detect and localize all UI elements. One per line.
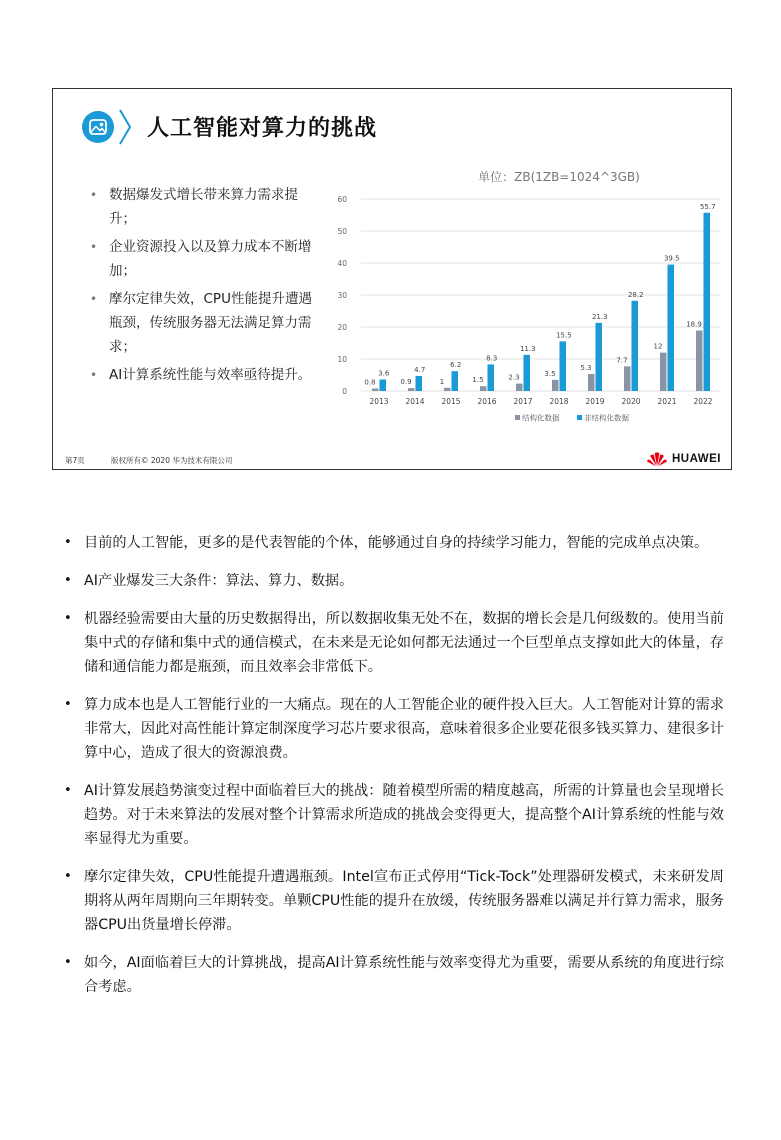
data-label: 3.6 xyxy=(378,369,390,378)
bar xyxy=(516,384,523,391)
data-label: 21.3 xyxy=(591,312,608,321)
data-label: 1 xyxy=(439,377,445,386)
bar xyxy=(624,366,631,391)
bar xyxy=(552,380,559,391)
x-tick-label: 2018 xyxy=(549,397,569,406)
slide-bullet: • AI计算系统性能与效率亟待提升。 xyxy=(83,363,319,387)
note-item: • 算力成本也是人工智能行业的一大痛点。现在的人工智能企业的硬件投入巨大。人工智能对计算的需求非常大，因此对高性能计算定制深度学习芯片要求很高，意味着很多企业要花很多钱买算力、建很多计算中心，造成了很大的资源浪费。 xyxy=(60,693,724,765)
bar xyxy=(660,353,667,391)
x-tick-label: 2020 xyxy=(621,397,641,406)
note-item: • AI计算发展趋势演变过程中面临着巨大的挑战：随着模型所需的精度越高，所需的计算量也会呈现增长趋势。对于未来算法的发展对整个计算需求所造成的挑战会变得更大，提高整个AI计算系统的性能与效率显得尤为重要。 xyxy=(60,779,724,851)
bar xyxy=(632,301,639,391)
data-label: 39.5 xyxy=(663,254,680,263)
data-label: 28.2 xyxy=(627,290,644,299)
x-tick-label: 2019 xyxy=(585,397,605,406)
data-label: 5.3 xyxy=(580,364,592,373)
x-tick-label: 2015 xyxy=(441,397,461,406)
slide xyxy=(52,88,732,470)
slide-bullet: • 数据爆发式增长带来算力需求提升； xyxy=(83,183,319,231)
bar xyxy=(704,213,711,391)
bar xyxy=(372,388,379,391)
bar xyxy=(408,388,415,391)
slide-bullets xyxy=(83,183,319,391)
slide-bullet: • 摩尔定律失效，CPU性能提升遭遇瓶颈，传统服务器无法满足算力需求； xyxy=(83,287,319,359)
legend-swatch xyxy=(577,415,582,420)
legend-swatch xyxy=(515,415,520,420)
data-label: 3.5 xyxy=(544,369,556,378)
bar xyxy=(480,386,487,391)
bar-chart xyxy=(325,165,725,433)
data-label: 2.3 xyxy=(508,373,520,382)
data-label: 8.3 xyxy=(486,354,498,363)
bar xyxy=(560,341,567,391)
data-label: 7.7 xyxy=(616,356,628,365)
logo-text: HUAWEI xyxy=(672,453,721,465)
data-label: 0.9 xyxy=(400,378,412,387)
y-tick-label: 10 xyxy=(337,355,347,364)
note-item: • 机器经验需要由大量的历史数据得出，所以数据收集无处不在，数据的增长会是几何级数的。使用当前集中式的存储和集中式的通信模式，在未来是无论如何都无法通过一个巨型单点支撑如此大的体量，存储和通信能力都是瓶颈，而且效率会非常低下。 xyxy=(60,607,724,679)
bar xyxy=(416,376,423,391)
y-tick-label: 40 xyxy=(337,259,347,268)
bar xyxy=(524,355,531,391)
legend-label: 结构化数据 xyxy=(522,413,560,423)
notes-list xyxy=(60,531,724,1013)
x-tick-label: 2016 xyxy=(477,397,497,406)
page-number: 第7页 xyxy=(65,456,85,465)
bar xyxy=(488,364,495,391)
data-label: 15.5 xyxy=(555,331,572,340)
note-item: • 如今，AI面临着巨大的计算挑战，提高AI计算系统性能与效率变得尤为重要，需要从系统的角度进行综合考虑。 xyxy=(60,951,724,999)
data-label: 55.7 xyxy=(699,202,716,211)
x-tick-label: 2014 xyxy=(405,397,425,406)
y-tick-label: 50 xyxy=(337,227,347,236)
data-label: 12 xyxy=(653,342,663,351)
legend-label: 非结构化数据 xyxy=(584,413,629,423)
data-label: 11.3 xyxy=(519,344,536,353)
y-tick-label: 0 xyxy=(342,387,347,396)
bar xyxy=(668,265,675,391)
bar xyxy=(444,388,451,391)
x-tick-label: 2017 xyxy=(513,397,533,406)
note-item: • 摩尔定律失效，CPU性能提升遭遇瓶颈。Intel宣布正式停用“Tick-Tock”处理器研发模式，未来研发周期将从两年周期向三年期转变。单颗CPU性能的提升在放缓，传统服务器难以满足并行算力需求，服务器CPU出货量增长停滞。 xyxy=(60,865,724,937)
chevron-right-icon xyxy=(117,107,133,147)
data-label: 6.2 xyxy=(450,361,462,370)
note-item: • 目前的人工智能，更多的是代表智能的个体，能够通过自身的持续学习能力，智能的完成单点决策。 xyxy=(60,531,724,555)
note-item: • AI产业爆发三大条件：算法、算力、数据。 xyxy=(60,569,724,593)
bar xyxy=(452,371,459,391)
data-label: 4.7 xyxy=(414,365,426,374)
data-label: 1.5 xyxy=(472,376,484,385)
copyright: 版权所有© 2020 华为技术有限公司 xyxy=(111,456,233,465)
data-label: 0.8 xyxy=(364,378,376,387)
x-tick-label: 2022 xyxy=(693,397,713,406)
data-label: 18.9 xyxy=(686,320,702,329)
bar xyxy=(596,323,603,391)
y-tick-label: 60 xyxy=(337,195,347,204)
slide-bullet: • 企业资源投入以及算力成本不断增加； xyxy=(83,235,319,283)
x-tick-label: 2013 xyxy=(369,397,389,406)
huawei-flower-icon xyxy=(646,451,668,467)
bar xyxy=(588,374,595,391)
y-tick-label: 30 xyxy=(337,291,347,300)
bar xyxy=(380,379,387,391)
image-icon xyxy=(81,110,115,144)
chart-unit-label: 单位：ZB(1ZB=1024^3GB) xyxy=(478,170,640,184)
huawei-logo xyxy=(646,450,721,468)
y-tick-label: 20 xyxy=(337,323,347,332)
bar xyxy=(696,331,703,391)
slide-title: 人工智能对算力的挑战 xyxy=(147,116,378,141)
x-tick-label: 2021 xyxy=(657,397,677,406)
